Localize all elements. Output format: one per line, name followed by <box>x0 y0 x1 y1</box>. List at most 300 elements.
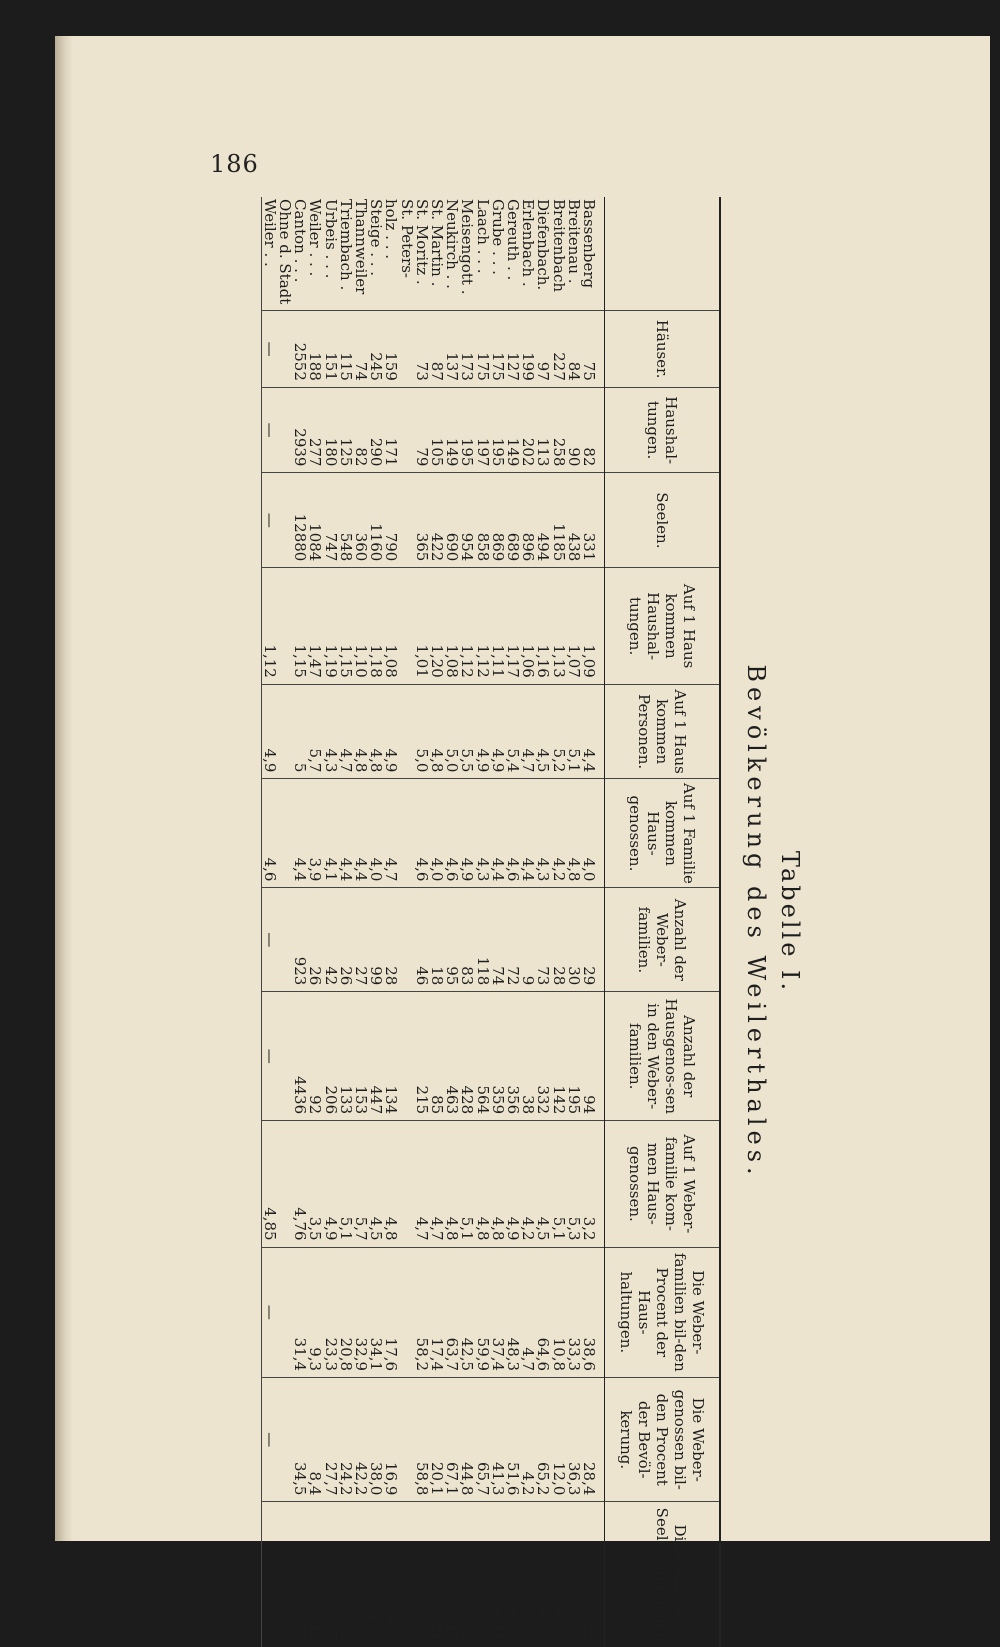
table-cell: 8,4 <box>307 1378 322 1502</box>
table-cell: 17,6 <box>383 1247 398 1377</box>
row-label: Erlenbach . <box>519 199 538 287</box>
table-cell: 954 <box>459 473 474 568</box>
table-cell: 4,0 <box>429 779 444 888</box>
table-cell: 38 <box>520 992 535 1121</box>
table-cell: 4,8 <box>383 1121 398 1247</box>
table-cell: 83 <box>459 888 474 992</box>
table-cell <box>398 1121 413 1247</box>
table-row <box>322 197 337 1647</box>
table-cell: 16,9 <box>383 1378 398 1502</box>
table-cell: 63,7 <box>444 1247 459 1377</box>
table-cell: 1185 <box>550 473 565 568</box>
table-cell: 180 <box>322 387 337 473</box>
table-row <box>550 197 565 1647</box>
table-cell: 65,7 <box>474 1378 489 1502</box>
column-header: Auf 1 Haus kommen Haushal-tungen. <box>605 568 721 685</box>
table-row <box>444 197 459 1647</box>
table-cell: 5,3 <box>566 1121 581 1247</box>
table-cell: 4,3 <box>322 684 337 779</box>
row-label: holz . . . <box>382 199 401 259</box>
table-cell: 1,17 <box>505 568 520 685</box>
table-cell: 4,8 <box>429 684 444 779</box>
table-cell: 202 <box>520 387 535 473</box>
table-cell: — 46 <box>307 1502 322 1647</box>
table-cell: 149 <box>505 387 520 473</box>
table-cell: 4,9 <box>261 684 277 779</box>
table-cell: 5,0 <box>414 684 429 779</box>
table-cell: 1,07 <box>566 568 581 685</box>
table-cell <box>261 1502 277 1647</box>
table-cell: 33,3 <box>566 1247 581 1377</box>
table-cell: 1,13 <box>550 568 565 685</box>
row-label: Thannweiler <box>351 199 370 295</box>
table-cell: + 30 <box>505 1502 520 1647</box>
row-label: Grube . . . <box>488 199 507 275</box>
table-cell: + 13 <box>550 1502 565 1647</box>
row-label: Meisengott . <box>458 199 477 295</box>
table-cell: 227 <box>550 311 565 388</box>
table-row <box>505 197 520 1647</box>
table-cell: 1,20 <box>429 568 444 685</box>
table-cell: 4,8 <box>490 1121 505 1247</box>
table-cell: 1,12 <box>261 568 277 685</box>
table-cell: 97 <box>535 311 550 388</box>
spacer-row <box>596 197 605 1647</box>
table-cell: — 36 <box>474 1502 489 1647</box>
column-header: Anzahl der Weber-familien. <box>605 888 721 992</box>
table-cell: 175 <box>490 311 505 388</box>
table-cell: 858 <box>474 473 489 568</box>
table-cell: 4,7 <box>520 1247 535 1377</box>
table-cell: 74 <box>490 888 505 992</box>
table-cell: 4,8 <box>474 1121 489 1247</box>
table-cell: 245 <box>368 311 383 388</box>
column-header: Die Weber-genossen bil-den Procent der Bevöl-kerung. <box>605 1378 721 1502</box>
table-cell: 1,47 <box>307 568 322 685</box>
table-cell <box>398 684 413 779</box>
table-cell: 175 <box>474 311 489 388</box>
table-cell: 1,08 <box>444 568 459 685</box>
table-cell: 9 <box>520 888 535 992</box>
table-row <box>490 197 505 1647</box>
table-cell: 199 <box>520 311 535 388</box>
table-cell: 4,9 <box>322 1121 337 1247</box>
table-cell: — 49 <box>444 1502 459 1647</box>
table-cell: 197 <box>474 387 489 473</box>
table-cell: 51,6 <box>505 1378 520 1502</box>
table-cell: 159 <box>383 311 398 388</box>
table-cell: 24,2 <box>338 1378 353 1502</box>
table-title-text: Bevölkerung des Weilerthales. <box>742 664 770 1180</box>
column-header: Haushal-tungen. <box>605 387 721 473</box>
table-cell: 28 <box>383 888 398 992</box>
column-header: Häuser. <box>605 311 721 388</box>
table-cell: 3,9 <box>307 779 322 888</box>
table-cell: 195 <box>566 992 581 1121</box>
table-cell: 67,1 <box>444 1378 459 1502</box>
table-cell: 422 <box>429 473 444 568</box>
table-cell: 82 <box>581 387 596 473</box>
table-cell: 5,1 <box>566 684 581 779</box>
header-row <box>605 197 721 1647</box>
table-cell: 79 <box>414 387 429 473</box>
table-cell <box>398 992 413 1121</box>
table-title-number: Tabelle I. <box>776 850 804 994</box>
table-cell <box>277 1378 292 1502</box>
table-cell <box>277 992 292 1121</box>
table-cell: 38,0 <box>368 1378 383 1502</box>
table-cell: 113 <box>535 387 550 473</box>
table-cell: 9,3 <box>307 1247 322 1377</box>
table-cell: 18 <box>429 888 444 992</box>
table-cell: 4,4 <box>490 779 505 888</box>
table-cell: 4,5 <box>368 1121 383 1247</box>
row-label: Breitenau . <box>564 199 583 284</box>
table-cell: 4,6 <box>444 779 459 888</box>
table-cell: 90 <box>566 387 581 473</box>
table-cell: 4,0 <box>368 779 383 888</box>
table-cell: 20,8 <box>338 1247 353 1377</box>
table-cell <box>398 1378 413 1502</box>
table-cell: 5,1 <box>550 1121 565 1247</box>
table-cell: 95 <box>444 888 459 992</box>
table-cell: — 19 <box>566 1502 581 1647</box>
row-label: Diefenbach. <box>534 199 553 291</box>
table-row <box>261 197 277 1647</box>
table-row <box>383 197 398 1647</box>
table-cell: 1160 <box>368 473 383 568</box>
table-row <box>292 197 307 1647</box>
table-cell: 4,5 <box>535 684 550 779</box>
table-cell: — 9 <box>459 1502 474 1647</box>
table-cell: 2939 <box>292 387 307 473</box>
table-cell: 105 <box>429 387 444 473</box>
table-cell: 36,3 <box>566 1378 581 1502</box>
table-cell: 3,2 <box>581 1121 596 1247</box>
table-cell: 74 <box>353 311 368 388</box>
table-cell: 4,2 <box>520 1121 535 1247</box>
table-cell: 133 <box>338 992 353 1121</box>
row-label: Breitenbach <box>549 199 568 293</box>
table-cell: 5,7 <box>353 1121 368 1247</box>
page-number: 186 <box>210 150 259 178</box>
table-cell: 359 <box>490 992 505 1121</box>
table-cell: — <box>261 1378 277 1502</box>
table-cell: 3,5 <box>307 1121 322 1247</box>
table-cell: 4,4 <box>520 779 535 888</box>
table-cell: 32,9 <box>353 1247 368 1377</box>
table-cell: 195 <box>459 387 474 473</box>
table-cell <box>398 473 413 568</box>
table-cell: 4436 <box>292 992 307 1121</box>
table-cell: 94 <box>581 992 596 1121</box>
table-cell: — <box>261 387 277 473</box>
table-cell: 12,0 <box>550 1378 565 1502</box>
table-cell: 26 <box>338 888 353 992</box>
table-cell: 4,9 <box>459 779 474 888</box>
table-cell: 5,1 <box>338 1121 353 1247</box>
table-cell <box>398 311 413 388</box>
table-cell: 4,4 <box>338 779 353 888</box>
table-cell: 290 <box>368 387 383 473</box>
table-cell: 44,8 <box>459 1378 474 1502</box>
table-cell <box>277 684 292 779</box>
table-cell: — 22 <box>338 1502 353 1647</box>
table-cell: 5,4 <box>505 684 520 779</box>
table-cell: 85 <box>429 992 444 1121</box>
table-cell <box>398 779 413 888</box>
table-cell: 5,2 <box>550 684 565 779</box>
table-cell <box>277 779 292 888</box>
table-cell: 447 <box>368 992 383 1121</box>
table-row <box>307 197 322 1647</box>
table-cell: 5 <box>292 684 307 779</box>
row-label: Ohne d. Stadt <box>275 199 294 305</box>
table-cell: 1,12 <box>459 568 474 685</box>
table-cell: 747 <box>322 473 337 568</box>
row-label: Gereuth . . <box>503 199 522 281</box>
table-cell: 206 <box>322 992 337 1121</box>
table-cell: 1,15 <box>338 568 353 685</box>
row-label: St. Peters- <box>397 199 416 278</box>
table-cell <box>277 1121 292 1247</box>
table-cell: — 37 <box>353 1502 368 1647</box>
table-cell: 5,7 <box>307 684 322 779</box>
table-cell: 12880 <box>292 473 307 568</box>
table-cell: 4,7 <box>338 684 353 779</box>
table-cell: 30 <box>566 888 581 992</box>
table-cell: 23,3 <box>322 1247 337 1377</box>
table-row <box>520 197 535 1647</box>
table-row <box>566 197 581 1647</box>
table-cell: 5,5 <box>459 684 474 779</box>
column-header: Differenz der Seelenzahl gegen 1875. <box>605 1502 721 1647</box>
table-cell: 48,3 <box>505 1247 520 1377</box>
table-cell: 4,7 <box>383 779 398 888</box>
table-cell: 1,12 <box>474 568 489 685</box>
table-cell: + 19 <box>535 1502 550 1647</box>
table-cell <box>277 888 292 992</box>
table-row <box>535 197 550 1647</box>
table-cell: 463 <box>444 992 459 1121</box>
table-cell: 75 <box>581 311 596 388</box>
table-cell: 28 <box>550 888 565 992</box>
table-row <box>277 197 292 1647</box>
table-cell: 4,8 <box>444 1121 459 1247</box>
table-cell: 4,3 <box>535 779 550 888</box>
table-row <box>398 197 413 1647</box>
table-cell: 1,09 <box>581 568 596 685</box>
table-cell: 42,5 <box>459 1247 474 1377</box>
table-cell: — 22 <box>581 1502 596 1647</box>
table-cell: 37,4 <box>490 1247 505 1377</box>
table-row <box>474 197 489 1647</box>
table-cell: 4,7 <box>520 684 535 779</box>
table-cell: 4,8 <box>368 684 383 779</box>
table-cell: 46 <box>414 888 429 992</box>
table-cell: 1,11 <box>490 568 505 685</box>
column-header: Anzahl der Hausgenos-sen in den Weber-familien. <box>605 992 721 1121</box>
column-header: Auf 1 Familie kommen Haus-genossen. <box>605 779 721 888</box>
table-cell: 4,85 <box>261 1121 277 1247</box>
table-cell: 82 <box>353 387 368 473</box>
table-cell: 142 <box>550 992 565 1121</box>
table-cell: 4,9 <box>383 684 398 779</box>
table-cell: 58,8 <box>414 1378 429 1502</box>
table-cell: 4,7 <box>429 1121 444 1247</box>
table-cell: 41,3 <box>490 1378 505 1502</box>
table-cell: 42 <box>322 888 337 992</box>
table-cell: 365 <box>414 473 429 568</box>
table-cell: 4,7 <box>414 1121 429 1247</box>
row-label: Canton . . . <box>291 199 310 283</box>
table-cell <box>277 1247 292 1377</box>
row-label: Weiler . . . <box>306 199 325 277</box>
table-cell: 5,1 <box>459 1121 474 1247</box>
table-cell: 84 <box>566 311 581 388</box>
table-cell: — <box>520 1502 535 1647</box>
table-cell: 4,8 <box>353 684 368 779</box>
table-cell: 118 <box>474 888 489 992</box>
page-edge <box>55 36 73 1541</box>
table-cell <box>398 888 413 992</box>
table-cell: 4,4 <box>581 684 596 779</box>
table-cell: 58,2 <box>414 1247 429 1377</box>
table-cell: 173 <box>459 311 474 388</box>
table-cell: 34,5 <box>292 1378 307 1502</box>
column-header <box>605 197 721 311</box>
table-cell: 125 <box>338 387 353 473</box>
table-cell: —178 <box>368 1502 383 1647</box>
table-cell: 564 <box>474 992 489 1121</box>
row-label: Triembach . <box>336 199 355 291</box>
column-header: Auf 1 Weber-familie kom-men Haus-genossen. <box>605 1121 721 1247</box>
table-cell: 4,9 <box>474 684 489 779</box>
table-cell: 1,16 <box>535 568 550 685</box>
table-row <box>429 197 444 1647</box>
table-cell: 690 <box>444 473 459 568</box>
table-cell: 20,1 <box>429 1378 444 1502</box>
table-cell <box>277 311 292 388</box>
table-cell: + 3 <box>383 1502 398 1647</box>
table-cell: 5,0 <box>444 684 459 779</box>
table-cell: 4,6 <box>261 779 277 888</box>
table-cell: 151 <box>322 311 337 388</box>
table-cell: 31,4 <box>292 1247 307 1377</box>
table-cell: 73 <box>414 311 429 388</box>
table-cell: 1,06 <box>520 568 535 685</box>
table-cell: 215 <box>414 992 429 1121</box>
table-cell: 34,1 <box>368 1247 383 1377</box>
population-table <box>198 197 816 1647</box>
row-label: Urbeis . . . <box>321 199 340 279</box>
table-cell: 92 <box>307 992 322 1121</box>
row-label: St. Martin . <box>427 199 446 287</box>
table-cell: 87 <box>429 311 444 388</box>
table-cell: 438 <box>566 473 581 568</box>
table-cell: — <box>261 311 277 388</box>
table-cell <box>398 1502 413 1647</box>
table-cell: 65,2 <box>535 1378 550 1502</box>
table-cell <box>398 1247 413 1377</box>
table-cell: — <box>261 888 277 992</box>
table-cell: 1084 <box>307 473 322 568</box>
table-cell: 4,1 <box>322 779 337 888</box>
table-body <box>261 197 604 1647</box>
table-cell: 4,5 <box>535 1121 550 1247</box>
table-cell: 4,2 <box>520 1378 535 1502</box>
table-cell: — 16 <box>414 1502 429 1647</box>
table-cell: 4,76 <box>292 1121 307 1247</box>
table-cell: 27 <box>353 888 368 992</box>
table-cell: 356 <box>505 992 520 1121</box>
table-cell <box>277 473 292 568</box>
table-cell: 27,7 <box>322 1378 337 1502</box>
table-cell <box>398 387 413 473</box>
row-label: Bassenberg <box>580 199 598 289</box>
table-cell: 896 <box>520 473 535 568</box>
table-title <box>726 197 816 1647</box>
table-cell: 2552 <box>292 311 307 388</box>
table-cell: 1,19 <box>322 568 337 685</box>
table-cell: 258 <box>550 387 565 473</box>
table-cell: 1,01 <box>414 568 429 685</box>
table-cell: 4,2 <box>550 779 565 888</box>
table-cell: 869 <box>490 473 505 568</box>
table-cell: 149 <box>444 387 459 473</box>
column-header: Seelen. <box>605 473 721 568</box>
table-cell: 171 <box>383 387 398 473</box>
table-row <box>581 197 596 1647</box>
table-cell: — <box>261 1247 277 1377</box>
spacer-cell <box>596 1502 605 1647</box>
column-header: Auf 1 Haus kommen Personen. <box>605 684 721 779</box>
table-cell: 127 <box>505 311 520 388</box>
table-cell: 4,9 <box>490 684 505 779</box>
table-cell: 331 <box>581 473 596 568</box>
table-cell: — <box>261 473 277 568</box>
table-cell: 42,2 <box>353 1378 368 1502</box>
table-cell: 4,0 <box>581 779 596 888</box>
table-cell: 360 <box>353 473 368 568</box>
table-cell: 73 <box>535 888 550 992</box>
row-label: Laach . . . <box>473 199 492 274</box>
table-cell: 153 <box>353 992 368 1121</box>
column-header: Die Weber-familien bil-den Procent der Haus-haltungen. <box>605 1247 721 1377</box>
table-cell: 4,9 <box>505 1121 520 1247</box>
table-cell: 4,4 <box>353 779 368 888</box>
table-cell: 790 <box>383 473 398 568</box>
row-label: Steige . . . <box>367 199 386 277</box>
table-cell: 38,6 <box>581 1247 596 1377</box>
table-cell: 64,6 <box>535 1247 550 1377</box>
table-cell: 26 <box>307 888 322 992</box>
table-cell: — 17 <box>322 1502 337 1647</box>
table-cell: 4,4 <box>292 779 307 888</box>
row-label: St. Moritz . <box>412 199 431 285</box>
table-row <box>353 197 368 1647</box>
data-table <box>261 197 721 1647</box>
table-cell: — <box>261 992 277 1121</box>
table-cell <box>398 568 413 685</box>
table-cell: (=3,5%) <box>277 1502 292 1647</box>
table-cell: 59,9 <box>474 1247 489 1377</box>
table-cell <box>277 387 292 473</box>
row-label: Neukirch . . <box>443 199 462 289</box>
row-label: Weiler . . <box>261 197 277 311</box>
table-cell: 188 <box>307 311 322 388</box>
table-cell: 689 <box>505 473 520 568</box>
